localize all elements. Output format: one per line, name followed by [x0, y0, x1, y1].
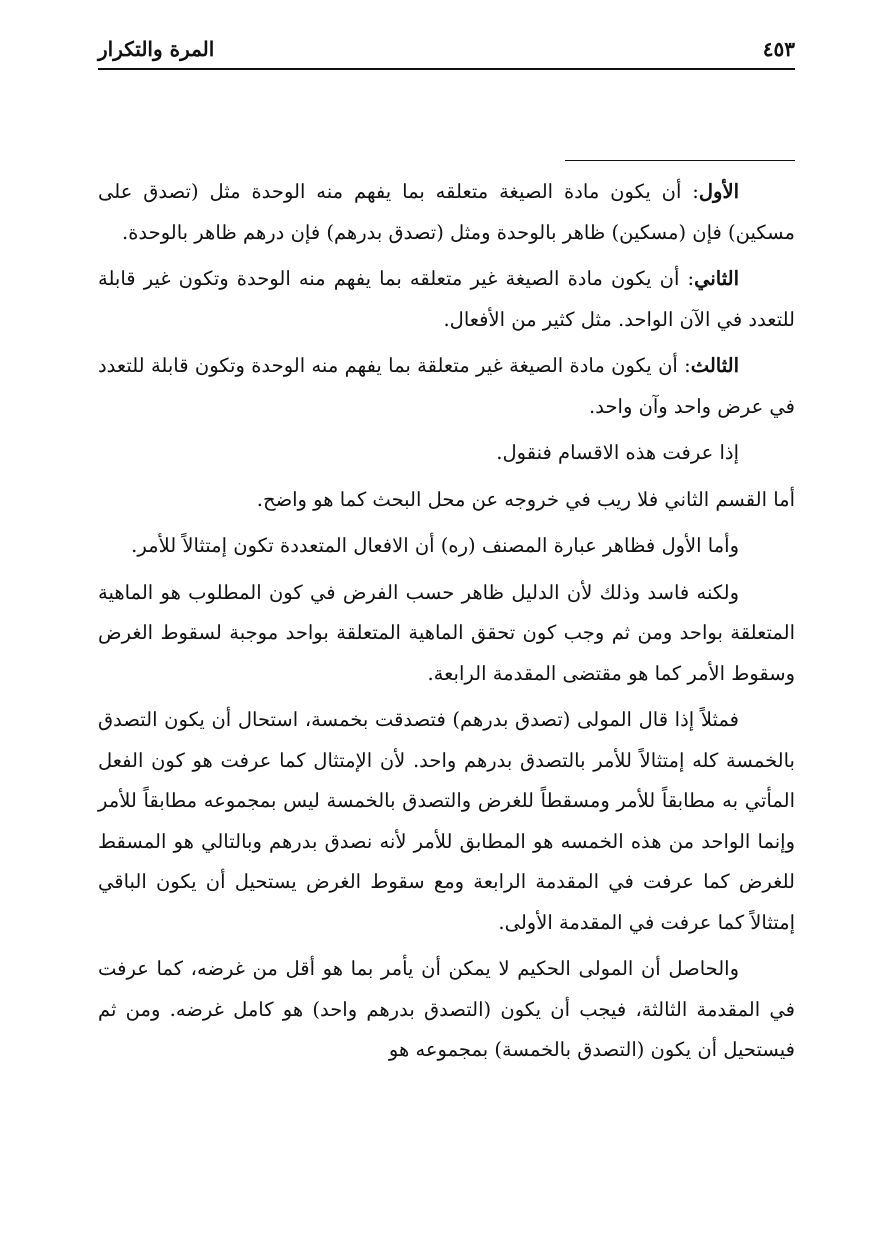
page-number: ٤٥٣ — [762, 37, 795, 61]
body-text — [98, 172, 795, 1077]
paragraph-first — [98, 172, 795, 253]
paragraph-third — [98, 346, 795, 427]
paragraph: فمثلاً إذا قال المولى (تصدق بدرهم) فتصدقت بخمسة، استحال أن يكون التصدق بالخمسة كله إمتثالاً للأمر بالتصدق بدرهم واحد. لأن الإمتثال كما عرفت هو كون الفعل المأتي به مطابقاً للأمر ومسقطاً للغرض والتصدق بالخمسة ليس بمجموعه مطابقاً للأمر وإنما الواحد من هذه الخمسه هو المطابق للأمر لأنه نصدق بدرهم وبالتالي هو المسقط للغرض كما عرفت في المقدمة الرابعة ومع سقوط الغرض يستحيل أن يكون الباقي إمتثالاً كما عرفت في المقدمة الأولى. — [98, 708, 795, 934]
paragraph: إذا عرفت هذه الاقسام فنقول. — [496, 441, 739, 464]
header-rule — [98, 68, 795, 70]
paragraph-text: : أن يكون مادة الصيغة متعلقه بما يفهم منه الوحدة مثل (تصدق على مسكين) فإن (مسكين) ظاهر بالوحدة ومثل (تصدق بدرهم) فإن درهم ظاهر بالوحدة. — [98, 180, 795, 244]
paragraph-text: : أن يكون مادة الصيغة غير متعلقه بما يفهم منه الوحدة وتكون غير قابلة للتعدد في الآن الواحد. مثل كثير من الأفعال. — [98, 267, 795, 331]
running-head: المرة والتكرار — [98, 37, 215, 61]
paragraph: ولكنه فاسد وذلك لأن الدليل ظاهر حسب الفرض في كون المطلوب هو الماهية المتعلقة بواحد ومن ثم وجب كون تحقق الماهية المتعلقة بواحد موجبة لسقوط الغرض وسقوط الأمر كما هو مقتضى المقدمة الرابعة. — [98, 580, 795, 685]
paragraph: والحاصل أن المولى الحكيم لا يمكن أن يأمر بما هو أقل من غرضه، كما عرفت في المقدمة الثالثة، فيجب أن يكون (التصدق بدرهم واحد) هو كامل غرضه. ومن ثم فيستحيل أن يكون (التصدق بالخمسة) بمجموعه هو — [98, 957, 795, 1061]
separator-rule — [565, 160, 795, 161]
paragraph: وأما الأول فظاهر عبارة المصنف (ره) أن الافعال المتعددة تكون إمتثالاً للأمر. — [131, 534, 739, 557]
paragraph-second — [98, 259, 795, 340]
paragraph-label: الأول — [698, 180, 739, 203]
paragraph-label: الثاني — [694, 267, 739, 290]
paragraph-text: : أن يكون مادة الصيغة غير متعلقة بما يفهم منه الوحدة وتكون قابلة للتعدد في عرض واحد وآن واحد. — [98, 354, 795, 418]
paragraph-label: الثالث — [690, 354, 739, 377]
paragraph: أما القسم الثاني فلا ريب في خروجه عن محل البحث كما هو واضح. — [256, 487, 795, 511]
page-header — [98, 32, 795, 66]
